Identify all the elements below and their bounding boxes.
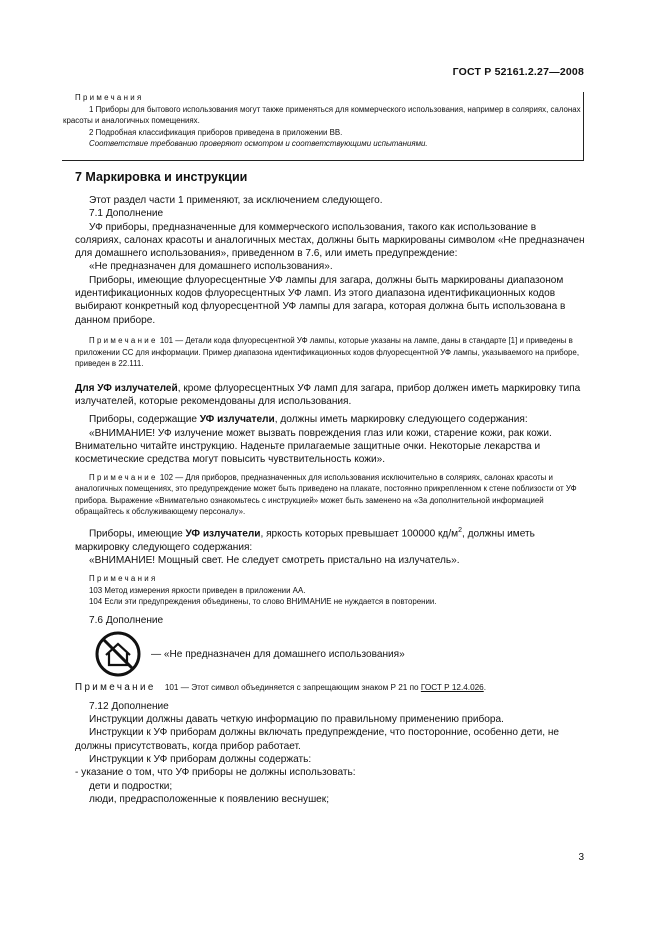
- page-number: 3: [578, 852, 584, 863]
- standard-code-header: ГОСТ Р 52161.2.27—2008: [452, 66, 584, 78]
- gost-link[interactable]: ГОСТ Р 12.4.026: [420, 683, 484, 693]
- paragraph-uv-marking: Приборы, содержащие УФ излучатели, должны иметь маркировку следующего содержания:: [89, 414, 528, 426]
- note-104: 104 Если эти предупреждения объединены, то слово ВНИМАНИЕ не нуждается в повторении.: [89, 597, 437, 607]
- section-7-title: 7 Маркировка и инструкции: [75, 169, 248, 184]
- page-content: [63, 92, 585, 806]
- notes-heading-2: Примечания: [89, 574, 158, 584]
- not-for-home-use-icon: [89, 630, 147, 678]
- paragraph-lamp-codes: Приборы, имеющие флуоресцентные УФ лампы для загара, должны быть маркированы диапазоном идентификационных кодов флуоресцентных УФ ламп. Из этого диапазона идентификационных кодов выбирают конкретный код флуоресцентной УФ лампы для загара, которая должна быть использована в данном приборе.: [75, 274, 566, 326]
- section-intro: Этот раздел части 1 применяют, за исключением следующего.: [89, 194, 383, 206]
- paragraph-instructions-contain: Инструкции к УФ приборам должны содержать:: [89, 753, 312, 765]
- note-101: Примечание 101 — Детали кода флуоресцентной УФ лампы, которые указаны на лампе, даны в стандарте [1] и приведены в приложении СС для информации. Пример диапазона идентификационных кодов флуоресцентной УФ лампы, указываемого на приборе, приведен в 22.111.: [75, 335, 580, 369]
- symbol-caption: — «Не предназначен для домашнего использования»: [151, 648, 405, 660]
- note-item-2: 2 Подробная классификация приборов приведена в приложении ВВ.: [89, 127, 343, 137]
- subsection-7-1: 7.1 Дополнение: [89, 208, 164, 220]
- subsection-7-12: 7.12 Дополнение: [89, 700, 169, 712]
- subsection-7-6: 7.6 Дополнение: [89, 614, 164, 626]
- paragraph-uv-emitters: Для УФ излучателей, кроме флуоресцентных УФ ламп для загара, прибор должен иметь маркировку типа излучателей, которые рекомендованы для использования.: [75, 382, 581, 408]
- list-item-dash: - указание о том, что УФ приборы не должны использовать:: [75, 767, 356, 779]
- paragraph-commercial-marking: УФ приборы, предназначенные для коммерческого использования, такого как использование в соляриях, салонах красоты и аналогичных местах, должны быть маркированы символом «Не предназначен для домашнего использования», приведенном в 7.6, или иметь предупреждение:: [75, 221, 585, 260]
- note-102: Примечание 102 — Для приборов, предназначенных для использования исключительно в соляриях, салонах красоты и аналогичных помещениях, это предупреждение может быть приведено на плакате, постоянно прикрепленном к стене поблизости от УФ прибора. Выражение «Внимательно ознакомьтесь с инструкцией» может быть заменено на «За дополнительной информацией обращайтесь к обслуживающему персоналу».: [75, 472, 577, 517]
- symbol-row: [89, 630, 585, 678]
- list-subitem-freckles: люди, предрасположенные к появлению веснушек;: [89, 793, 330, 805]
- warning-bright-light: «ВНИМАНИЕ! Мощный свет. Не следует смотреть пристально на излучатель».: [89, 554, 460, 566]
- notes-heading: Примечания: [75, 93, 144, 102]
- note-103: 103 Метод измерения яркости приведен в приложении АА.: [89, 585, 306, 595]
- note-symbol: Примечание 101 — Этот символ объединяется с запрещающим знаком Р 21 по ГОСТ Р 12.4.026.: [75, 682, 487, 694]
- list-subitem-children: дети и подростки;: [89, 780, 173, 792]
- paragraph-instructions-clear: Инструкции должны давать четкую информацию по правильному применению прибора.: [89, 714, 504, 726]
- quote-not-for-home: «Не предназначен для домашнего использования».: [89, 261, 333, 273]
- compliance-check: Соответствие требованию проверяют осмотром и соответствующими испытаниями.: [89, 139, 428, 149]
- paragraph-instructions-warning: Инструкции к УФ приборам должны включать предупреждение, что посторонние, особенно дети, не должны присутствовать, когда прибор работает.: [75, 727, 560, 752]
- warning-uv-radiation: «ВНИМАНИЕ! УФ излучение может вызвать повреждения глаз или кожи, старение кожи, рак кожи. Внимательно читайте инструкцию. Наденьте прилагаемые защитные очки. Некоторые лекарства и косметические средства могут повысить чувствительность кожи».: [75, 427, 552, 466]
- note-item-1: 1 Приборы для бытового использования могут также применяться для коммерческого использования, например в соляриях, салонах красоты и аналогичных помещениях.: [63, 104, 581, 126]
- paragraph-brightness: Приборы, имеющие УФ излучатели, яркость которых превышает 100000 $кд/м^2$, должны иметь маркировку следующего содержания:: [75, 526, 535, 553]
